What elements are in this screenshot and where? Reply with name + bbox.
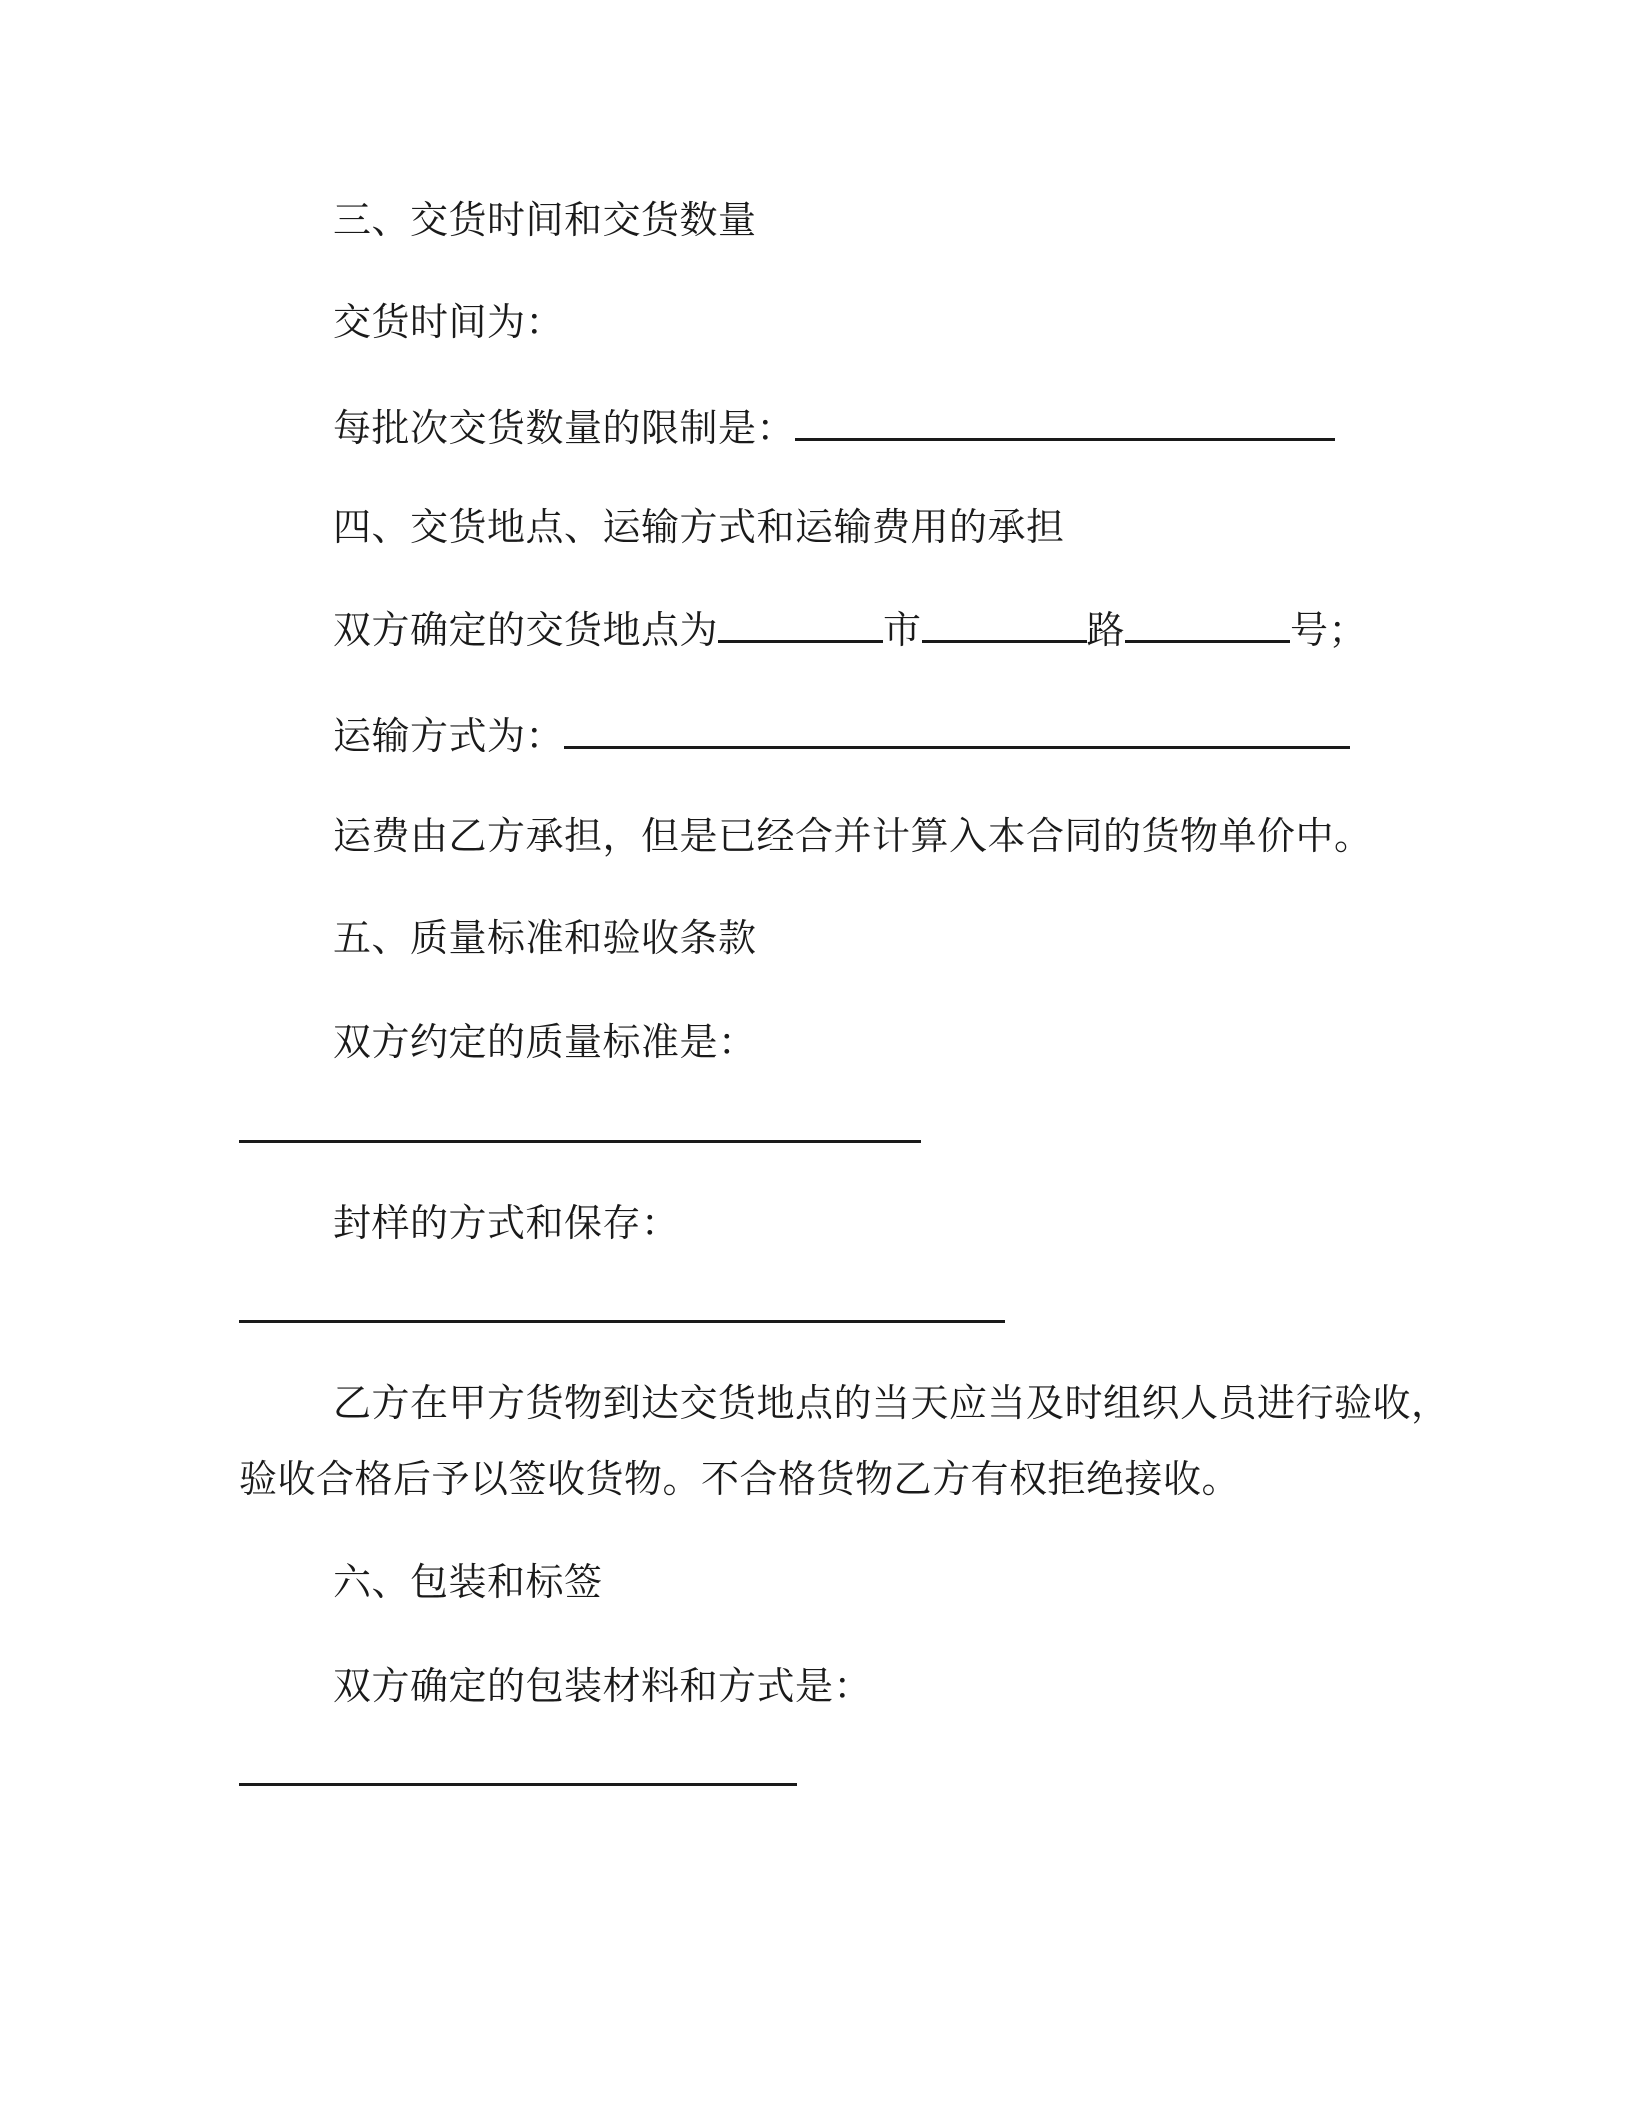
section-6-heading: 六、包装和标签 <box>333 1560 603 1604</box>
delivery-time-label: 交货时间为： <box>333 300 565 344</box>
sample-sealing-blank[interactable] <box>239 1320 1005 1323</box>
delivery-place-row <box>333 606 1367 654</box>
delivery-place-label: 双方确定的交货地点为 <box>333 608 719 652</box>
section-5-heading: 五、质量标准和验收条款 <box>333 916 757 960</box>
section-3-heading: 三、交货时间和交货数量 <box>333 198 757 242</box>
road-blank[interactable] <box>922 606 1087 643</box>
delivery-quantity-row <box>333 404 1335 452</box>
packaging-blank[interactable] <box>239 1783 797 1786</box>
delivery-quantity-label: 每批次交货数量的限制是： <box>333 406 796 450</box>
number-blank[interactable] <box>1125 606 1290 643</box>
sample-sealing-label: 封样的方式和保存： <box>333 1201 680 1245</box>
acceptance-clause-line-2: 验收合格后予以签收货物。不合格货物乙方有权拒绝接收。 <box>239 1457 1241 1501</box>
transport-method-blank[interactable] <box>564 712 1350 749</box>
packaging-label: 双方确定的包装材料和方式是： <box>333 1664 873 1708</box>
freight-clause: 运费由乙方承担，但是已经合并计算入本合同的货物单价中。 <box>333 814 1373 858</box>
road-label: 路 <box>1086 608 1126 652</box>
section-4-heading: 四、交货地点、运输方式和运输费用的承担 <box>333 505 1065 549</box>
transport-method-row <box>333 712 1350 760</box>
delivery-quantity-blank[interactable] <box>795 404 1335 441</box>
city-blank[interactable] <box>718 606 883 643</box>
quality-standard-blank[interactable] <box>239 1140 921 1143</box>
city-label: 市 <box>883 608 922 652</box>
transport-method-label: 运输方式为： <box>333 714 565 758</box>
acceptance-clause-line-1: 乙方在甲方货物到达交货地点的当天应当及时组织人员进行验收， <box>333 1381 1450 1425</box>
quality-standard-label: 双方约定的质量标准是： <box>333 1020 757 1064</box>
number-label: 号； <box>1290 608 1368 652</box>
